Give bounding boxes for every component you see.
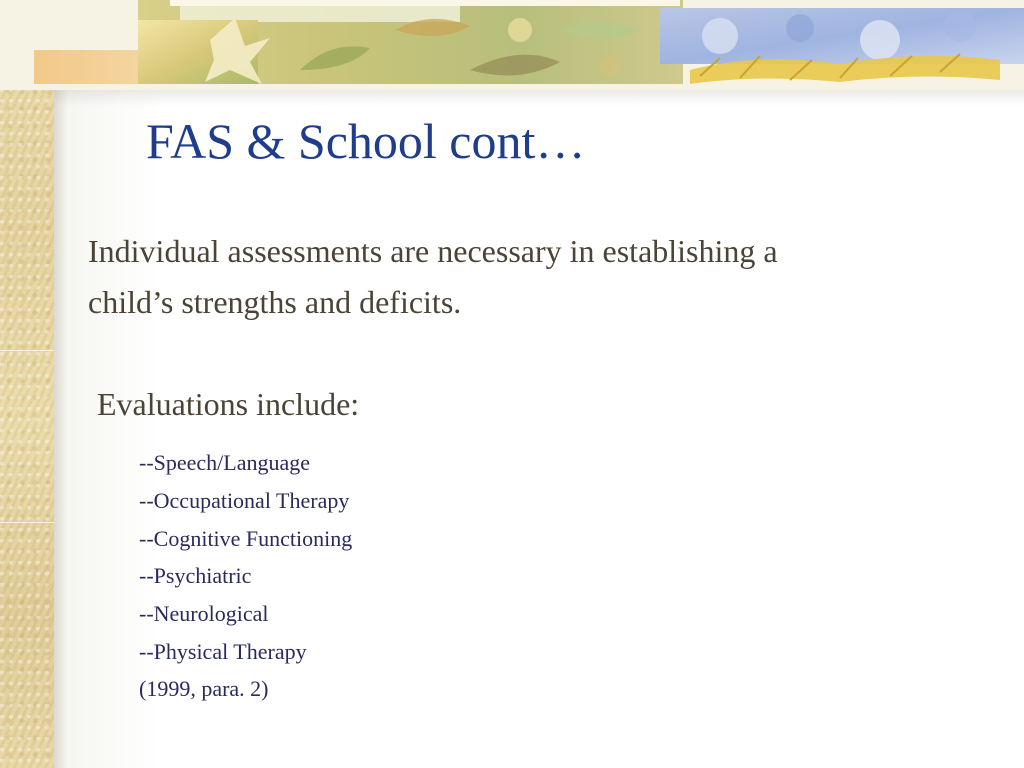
strip-divider: [0, 350, 54, 351]
strip-divider: [0, 522, 54, 523]
evaluation-item: --Neurological: [139, 601, 269, 627]
evaluation-item: --Physical Therapy: [139, 638, 307, 664]
strip-shadow: [54, 0, 68, 768]
slide-title: FAS & School cont…: [146, 113, 586, 169]
citation: (1999, para. 2): [139, 676, 269, 701]
evaluation-item: --Speech/Language: [139, 450, 311, 475]
evaluations-list: [139, 448, 352, 675]
evaluation-item: --Cognitive Functioning: [139, 525, 353, 551]
body-paragraph: [88, 226, 968, 328]
parchment-strip: [0, 0, 54, 768]
evaluation-item: --Occupational Therapy: [139, 487, 350, 513]
body-line: child’s strengths and deficits.: [88, 284, 462, 320]
decorative-banner: [0, 0, 1024, 90]
body-line: Individual assessments are necessary in establishing a: [88, 233, 778, 269]
evaluation-item: --Psychiatric: [139, 563, 252, 589]
evaluations-heading: Evaluations include:: [97, 386, 360, 422]
